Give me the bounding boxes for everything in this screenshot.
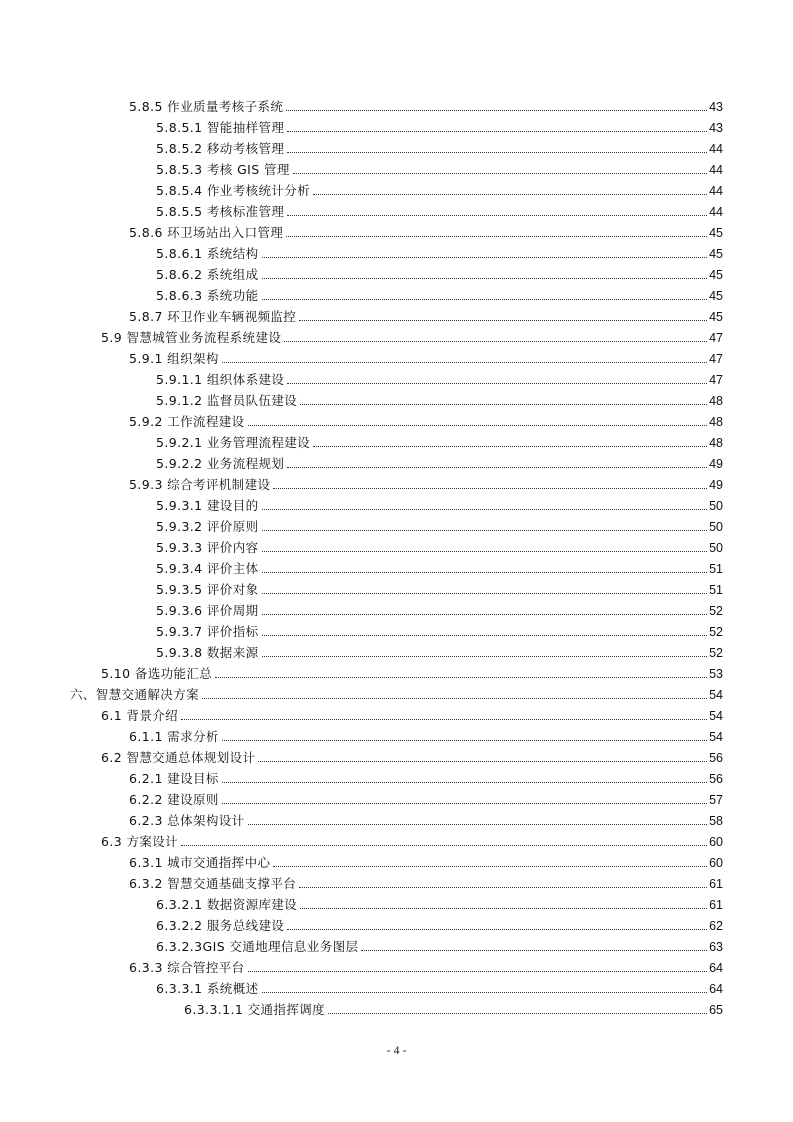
page-number: - 4 - (386, 1043, 407, 1057)
toc-entry[interactable] (0, 411, 793, 432)
toc-entry-title: 6.2.3 总体架构设计 (129, 813, 245, 828)
toc-dot-leader (202, 698, 707, 699)
toc-entry[interactable] (0, 957, 793, 978)
toc-entry[interactable] (0, 117, 793, 138)
toc-entry-title: 5.9.2.1 业务管理流程建设 (156, 435, 311, 450)
toc-dot-leader (287, 131, 707, 132)
toc-entry-page-number: 45 (709, 226, 723, 240)
toc-entry-title: 5.9.3.8 数据来源 (156, 645, 259, 660)
toc-entry-title: 5.8.5.2 移动考核管理 (156, 141, 285, 156)
toc-dot-leader (258, 761, 707, 762)
toc-entry-page-number: 48 (709, 415, 723, 429)
toc-entry-title: 5.8.7 环卫作业车辆视频监控 (129, 309, 297, 324)
toc-dot-leader (262, 551, 708, 552)
toc-dot-leader (262, 509, 708, 510)
toc-dot-leader (293, 173, 707, 174)
toc-dot-leader (361, 950, 707, 951)
toc-dot-leader (262, 992, 708, 993)
toc-entry-page-number: 48 (709, 436, 723, 450)
toc-entry-title: 6.2.2 建设原则 (129, 792, 219, 807)
toc-dot-leader (262, 635, 708, 636)
toc-entry-page-number: 65 (709, 1003, 723, 1017)
toc-entry-title: 5.10 备选功能汇总 (101, 666, 213, 681)
toc-entry-title: 6.2.1 建设目标 (129, 771, 219, 786)
toc-dot-leader (313, 194, 707, 195)
toc-entry[interactable] (0, 894, 793, 915)
toc-entry-title: 6.1 背景介绍 (101, 708, 179, 723)
toc-dot-leader (328, 1013, 707, 1014)
toc-entry-page-number: 62 (709, 919, 723, 933)
toc-entry-page-number: 49 (709, 457, 723, 471)
toc-entry-page-number: 44 (709, 142, 723, 156)
toc-dot-leader (262, 257, 708, 258)
toc-dot-leader (286, 236, 707, 237)
toc-entry[interactable] (0, 201, 793, 222)
toc-entry-page-number: 54 (709, 709, 723, 723)
toc-entry[interactable] (0, 516, 793, 537)
toc-entry-page-number: 64 (709, 961, 723, 975)
toc-entry-title: 5.9.3 综合考评机制建设 (129, 477, 271, 492)
toc-dot-leader (300, 404, 707, 405)
toc-entry-page-number: 47 (709, 331, 723, 345)
toc-dot-leader (248, 425, 708, 426)
toc-dot-leader (300, 908, 707, 909)
toc-dot-leader (215, 677, 707, 678)
toc-dot-leader (248, 971, 708, 972)
toc-entry-page-number: 44 (709, 163, 723, 177)
toc-dot-leader (181, 845, 707, 846)
table-of-contents (0, 96, 793, 1020)
toc-entry-title: 5.8.6.2 系统组成 (156, 267, 259, 282)
toc-entry-title: 5.8.5.5 考核标准管理 (156, 204, 285, 219)
toc-entry[interactable] (0, 306, 793, 327)
toc-entry-title: 5.9.1 组织架构 (129, 351, 219, 366)
toc-entry[interactable] (0, 831, 793, 852)
toc-entry[interactable] (0, 243, 793, 264)
toc-dot-leader (299, 887, 707, 888)
toc-dot-leader (287, 215, 707, 216)
toc-entry[interactable] (0, 978, 793, 999)
toc-dot-leader (287, 383, 707, 384)
toc-entry-title: 6.3.3 综合管控平台 (129, 960, 245, 975)
toc-entry-page-number: 60 (709, 835, 723, 849)
toc-entry-page-number: 61 (709, 898, 723, 912)
toc-entry[interactable] (0, 285, 793, 306)
toc-entry-title: 5.9.3.4 评价主体 (156, 561, 259, 576)
toc-entry-page-number: 58 (709, 814, 723, 828)
toc-entry-title: 5.8.6.1 系统结构 (156, 246, 259, 261)
toc-dot-leader (262, 572, 708, 573)
toc-entry[interactable] (0, 138, 793, 159)
toc-entry-title: 6.3.2.3GIS 交通地理信息业务图层 (156, 939, 359, 954)
toc-entry-page-number: 56 (709, 772, 723, 786)
toc-entry-page-number: 63 (709, 940, 723, 954)
toc-entry-page-number: 44 (709, 184, 723, 198)
toc-entry[interactable] (0, 789, 793, 810)
toc-entry[interactable] (0, 348, 793, 369)
toc-entry[interactable] (0, 537, 793, 558)
toc-entry-page-number: 43 (709, 100, 723, 114)
toc-dot-leader (181, 719, 707, 720)
toc-entry[interactable] (0, 453, 793, 474)
toc-entry-title: 5.8.5.3 考核 GIS 管理 (156, 162, 290, 177)
toc-entry[interactable] (0, 495, 793, 516)
toc-entry-title: 6.3.2.2 服务总线建设 (156, 918, 285, 933)
toc-entry-title: 6.3.3.1 系统概述 (156, 981, 259, 996)
toc-dot-leader (273, 866, 707, 867)
toc-entry-title: 5.9.3.1 建设目的 (156, 498, 259, 513)
toc-dot-leader (262, 656, 708, 657)
toc-entry-title: 5.8.5.4 作业考核统计分析 (156, 183, 311, 198)
toc-entry[interactable] (0, 999, 793, 1020)
toc-entry-title: 5.9.2 工作流程建设 (129, 414, 245, 429)
toc-entry-title: 6.3.3.1.1 交通指挥调度 (184, 1002, 326, 1017)
toc-entry-title: 6.3.2.1 数据资源库建设 (156, 897, 298, 912)
toc-entry-page-number: 61 (709, 877, 723, 891)
toc-entry-title: 5.9.3.6 评价周期 (156, 603, 259, 618)
toc-entry-page-number: 43 (709, 121, 723, 135)
toc-entry-page-number: 56 (709, 751, 723, 765)
toc-entry-page-number: 57 (709, 793, 723, 807)
toc-entry-title: 5.9.1.1 组织体系建设 (156, 372, 285, 387)
toc-entry-title: 5.9.3.7 评价指标 (156, 624, 259, 639)
toc-entry[interactable] (0, 390, 793, 411)
toc-entry[interactable] (0, 327, 793, 348)
toc-entry[interactable] (0, 96, 793, 117)
toc-entry-title: 6.3.1 城市交通指挥中心 (129, 855, 271, 870)
toc-entry[interactable] (0, 684, 793, 705)
toc-entry-title: 5.9.3.3 评价内容 (156, 540, 259, 555)
toc-dot-leader (248, 824, 708, 825)
toc-entry[interactable] (0, 264, 793, 285)
toc-dot-leader (287, 467, 707, 468)
toc-dot-leader (262, 593, 708, 594)
toc-dot-leader (222, 740, 707, 741)
toc-entry-page-number: 45 (709, 310, 723, 324)
toc-entry-page-number: 50 (709, 541, 723, 555)
toc-dot-leader (262, 614, 708, 615)
toc-dot-leader (262, 530, 708, 531)
toc-entry[interactable] (0, 621, 793, 642)
toc-entry-page-number: 50 (709, 520, 723, 534)
toc-dot-leader (262, 278, 708, 279)
toc-entry[interactable] (0, 369, 793, 390)
toc-dot-leader (286, 110, 707, 111)
toc-entry-page-number: 52 (709, 604, 723, 618)
toc-entry-title: 5.8.5.1 智能抽样管理 (156, 120, 285, 135)
toc-entry[interactable] (0, 642, 793, 663)
toc-entry[interactable] (0, 726, 793, 747)
toc-dot-leader (262, 299, 708, 300)
toc-entry[interactable] (0, 915, 793, 936)
toc-entry[interactable] (0, 159, 793, 180)
toc-entry-page-number: 54 (709, 688, 723, 702)
toc-entry-page-number: 50 (709, 499, 723, 513)
toc-entry[interactable] (0, 432, 793, 453)
toc-entry-page-number: 47 (709, 373, 723, 387)
toc-entry[interactable] (0, 705, 793, 726)
toc-entry-page-number: 45 (709, 268, 723, 282)
toc-entry[interactable] (0, 810, 793, 831)
toc-dot-leader (284, 341, 707, 342)
toc-entry[interactable] (0, 180, 793, 201)
toc-entry[interactable] (0, 768, 793, 789)
toc-entry[interactable] (0, 936, 793, 957)
toc-dot-leader (273, 488, 707, 489)
toc-entry-page-number: 47 (709, 352, 723, 366)
toc-dot-leader (222, 362, 707, 363)
toc-entry-page-number: 51 (709, 583, 723, 597)
toc-entry-title: 5.8.6 环卫场站出入口管理 (129, 225, 284, 240)
toc-dot-leader (287, 152, 707, 153)
toc-entry-page-number: 45 (709, 247, 723, 261)
toc-entry[interactable] (0, 600, 793, 621)
toc-entry[interactable] (0, 747, 793, 768)
toc-entry[interactable] (0, 474, 793, 495)
toc-entry-page-number: 49 (709, 478, 723, 492)
toc-entry-title: 5.8.6.3 系统功能 (156, 288, 259, 303)
toc-entry-page-number: 51 (709, 562, 723, 576)
toc-entry-title: 6.3.2 智慧交通基础支撑平台 (129, 876, 297, 891)
toc-entry-page-number: 53 (709, 667, 723, 681)
toc-entry[interactable] (0, 873, 793, 894)
toc-entry-page-number: 45 (709, 289, 723, 303)
toc-entry-title: 6.2 智慧交通总体规划设计 (101, 750, 256, 765)
toc-dot-leader (287, 929, 707, 930)
toc-dot-leader (222, 782, 707, 783)
toc-entry-title: 5.8.5 作业质量考核子系统 (129, 99, 284, 114)
toc-dot-leader (313, 446, 707, 447)
toc-entry[interactable] (0, 852, 793, 873)
toc-entry-title: 5.9.3.2 评价原则 (156, 519, 259, 534)
toc-entry-page-number: 52 (709, 625, 723, 639)
toc-entry-page-number: 48 (709, 394, 723, 408)
toc-entry[interactable] (0, 222, 793, 243)
toc-entry[interactable] (0, 579, 793, 600)
toc-entry[interactable] (0, 663, 793, 684)
toc-entry-page-number: 54 (709, 730, 723, 744)
toc-entry-title: 5.9.1.2 监督员队伍建设 (156, 393, 298, 408)
toc-entry-title: 6.3 方案设计 (101, 834, 179, 849)
toc-dot-leader (222, 803, 707, 804)
toc-entry-page-number: 60 (709, 856, 723, 870)
toc-entry-title: 5.9.3.5 评价对象 (156, 582, 259, 597)
toc-entry-page-number: 64 (709, 982, 723, 996)
toc-dot-leader (299, 320, 707, 321)
toc-entry[interactable] (0, 558, 793, 579)
toc-entry-title: 5.9 智慧城管业务流程系统建设 (101, 330, 282, 345)
toc-entry-page-number: 52 (709, 646, 723, 660)
toc-entry-title: 六、智慧交通解决方案 (70, 687, 200, 702)
toc-entry-page-number: 44 (709, 205, 723, 219)
toc-entry-title: 5.9.2.2 业务流程规划 (156, 456, 285, 471)
toc-entry-title: 6.1.1 需求分析 (129, 729, 219, 744)
